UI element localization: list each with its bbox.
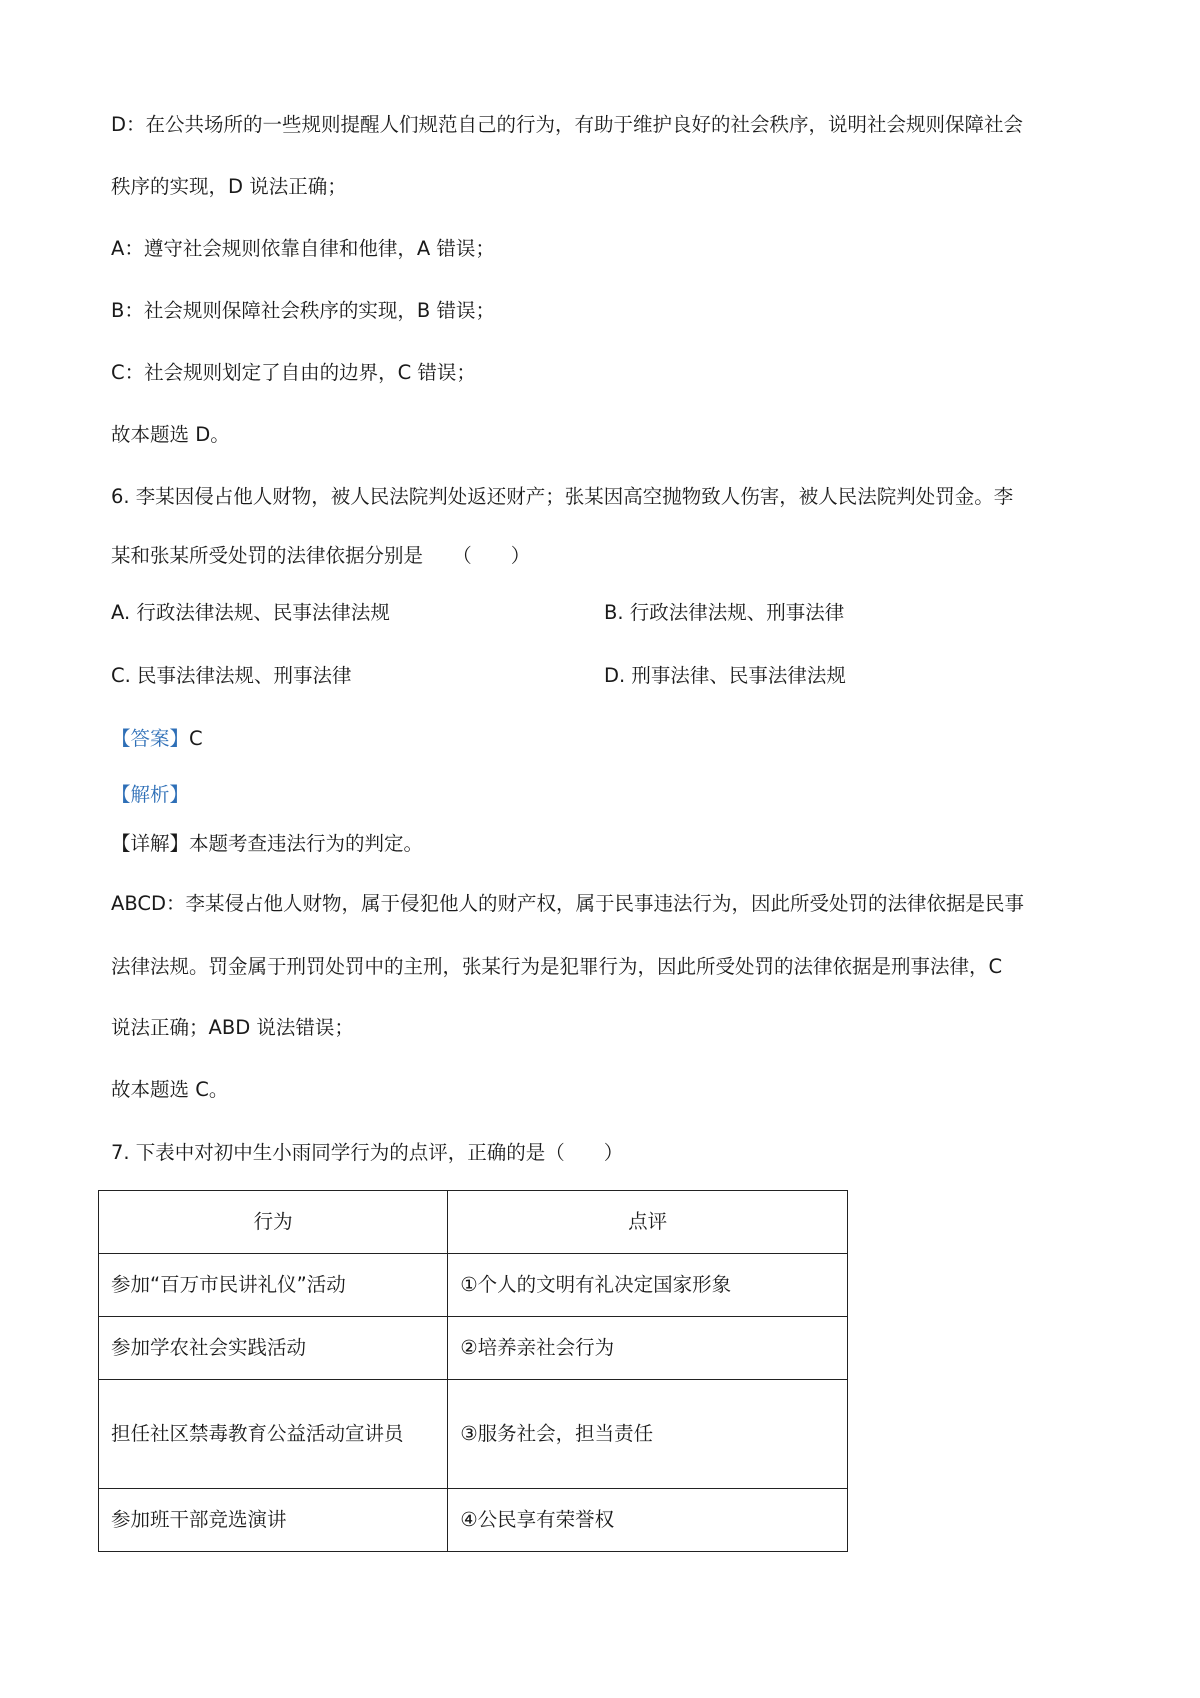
q6-explanation-line3: 说法正确；ABD 说法错误； bbox=[111, 1016, 354, 1039]
table-cell-behavior: 参加班干部竞选演讲 bbox=[99, 1489, 448, 1552]
table-cell-behavior: 参加学农社会实践活动 bbox=[99, 1317, 448, 1380]
q7-behavior-table bbox=[98, 1190, 848, 1552]
q6-detail: 【详解】本题考查违法行为的判定。 bbox=[111, 832, 424, 855]
q6-option-d: D. 刑事法律、民事法律法规 bbox=[604, 664, 846, 687]
table-cell-comment: ②培养亲社会行为 bbox=[448, 1317, 848, 1380]
table-header-comment: 点评 bbox=[448, 1191, 848, 1254]
table-cell-behavior: 担任社区禁毒教育公益活动宣讲员 bbox=[99, 1380, 448, 1489]
q6-stem-line1: 6. 李某因侵占他人财物，被人民法院判处返还财产；张某因高空抛物致人伤害，被人民法院判处罚金。李 bbox=[111, 485, 1014, 508]
table-header-row bbox=[99, 1191, 848, 1254]
table-cell-behavior: 参加“百万市民讲礼仪”活动 bbox=[99, 1254, 448, 1317]
q7-stem: 7. 下表中对初中生小雨同学行为的点评，正确的是（ ） bbox=[111, 1141, 624, 1164]
answer-tag: 【答案】 bbox=[111, 727, 190, 750]
q5-option-d-explanation-line1: D：在公共场所的一些规则提醒人们规范自己的行为，有助于维护良好的社会秩序，说明社会规则保障社会 bbox=[111, 113, 1024, 136]
q6-option-b: B. 行政法律法规、刑事法律 bbox=[604, 601, 845, 624]
q5-conclusion: 故本题选 D。 bbox=[111, 423, 230, 446]
table-row bbox=[99, 1380, 848, 1489]
q6-conclusion: 故本题选 C。 bbox=[111, 1078, 229, 1101]
q6-explanation-line2: 法律法规。罚金属于刑罚处罚中的主刑，张某行为是犯罪行为，因此所受处罚的法律依据是刑事法律，C bbox=[111, 955, 1003, 978]
table-cell-comment: ④公民享有荣誉权 bbox=[448, 1489, 848, 1552]
table-cell-comment: ①个人的文明有礼决定国家形象 bbox=[448, 1254, 848, 1317]
q5-option-b-explanation: B：社会规则保障社会秩序的实现，B 错误； bbox=[111, 299, 495, 322]
table-header-behavior: 行为 bbox=[99, 1191, 448, 1254]
q6-explanation-line1: ABCD：李某侵占他人财物，属于侵犯他人的财产权，属于民事违法行为，因此所受处罚的法律依据是民事 bbox=[111, 892, 1025, 915]
q6-option-c: C. 民事法律法规、刑事法律 bbox=[111, 664, 352, 687]
table-row bbox=[99, 1489, 848, 1552]
analysis-tag: 【解析】 bbox=[111, 783, 190, 806]
q5-option-d-explanation-line2: 秩序的实现，D 说法正确； bbox=[111, 175, 347, 198]
table-row bbox=[99, 1317, 848, 1380]
q5-option-a-explanation: A：遵守社会规则依靠自律和他律，A 错误； bbox=[111, 237, 495, 260]
table-row bbox=[99, 1254, 848, 1317]
q6-stem-line2: 某和张某所受处罚的法律依据分别是 （ ） bbox=[111, 544, 531, 567]
answer-value: C bbox=[189, 727, 203, 750]
table-cell-comment: ③服务社会，担当责任 bbox=[448, 1380, 848, 1489]
q6-option-a: A. 行政法律法规、民事法律法规 bbox=[111, 601, 390, 624]
q6-answer-line bbox=[111, 724, 203, 754]
q5-option-c-explanation: C：社会规则划定了自由的边界，C 错误； bbox=[111, 361, 476, 384]
